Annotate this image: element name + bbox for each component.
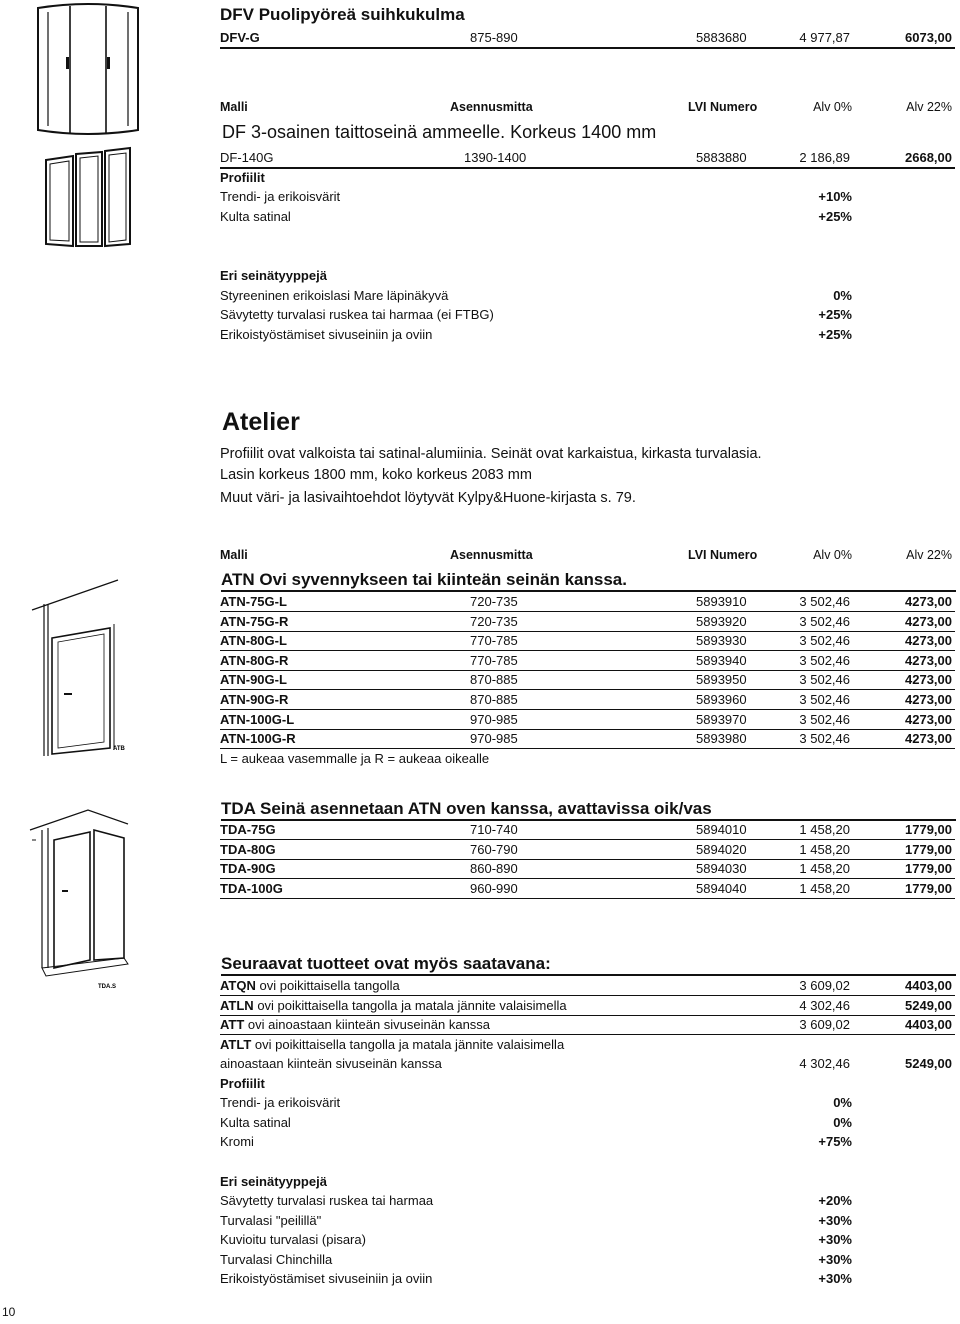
product-desc bbox=[220, 1015, 490, 1034]
option-label: Kuvioitu turvalasi (pisara) bbox=[220, 1232, 366, 1248]
also-title: Seuraavat tuotteet ovat myös saatavana: bbox=[221, 954, 956, 976]
option-value: 0% bbox=[833, 1095, 852, 1110]
df-walltype-row bbox=[220, 305, 852, 324]
vat0-cell: 3 502,46 bbox=[799, 652, 850, 668]
install-cell: 760-790 bbox=[470, 841, 518, 857]
lvi-cell: 5893930 bbox=[696, 633, 747, 649]
option-value: 0% bbox=[833, 1114, 852, 1130]
lvi-cell: 5894040 bbox=[696, 880, 747, 896]
option-value: +75% bbox=[818, 1134, 852, 1150]
df-profile-row bbox=[220, 207, 852, 226]
lvi-cell: 5894030 bbox=[696, 861, 747, 877]
table-header-1 bbox=[220, 98, 955, 117]
install-cell: 1390-1400 bbox=[464, 150, 527, 165]
vat0-cell: 4 302,46 bbox=[799, 997, 850, 1013]
lvi-cell: 5883880 bbox=[696, 150, 747, 165]
option-row bbox=[220, 1269, 852, 1288]
lvi-cell: 5893950 bbox=[696, 672, 747, 688]
vat0-cell: 3 609,02 bbox=[799, 978, 850, 993]
table-header-2 bbox=[220, 546, 955, 565]
option-value: +25% bbox=[818, 327, 852, 342]
df-title: DF 3-osainen taittoseinä ammeelle. Korkeus 1400 mm bbox=[222, 122, 657, 142]
product-desc bbox=[220, 976, 400, 995]
vat0-cell: 3 502,46 bbox=[799, 711, 850, 727]
vat0-cell: 1 458,20 bbox=[799, 822, 850, 837]
option-label: Trendi- ja erikoisvärit bbox=[220, 1095, 341, 1110]
product-text: ovi poikittaisella tangolla ja matala jännite valaisimella bbox=[253, 997, 567, 1013]
option-label: Turvalasi Chinchilla bbox=[220, 1251, 333, 1267]
lvi-cell: 5893940 bbox=[696, 652, 747, 668]
install-cell: 870-885 bbox=[470, 672, 518, 688]
header-vat22: Alv 22% bbox=[906, 100, 952, 114]
vat22-cell: 4273,00 bbox=[905, 633, 952, 649]
df-walltype-row bbox=[220, 325, 852, 344]
option-value: +30% bbox=[818, 1232, 852, 1248]
vat22-cell: 4403,00 bbox=[905, 1017, 952, 1032]
option-row bbox=[220, 1211, 852, 1230]
table-row bbox=[220, 651, 955, 671]
atelier-title: Atelier bbox=[222, 408, 300, 436]
product-code: ATLN bbox=[220, 997, 254, 1013]
header-model: Malli bbox=[220, 548, 248, 562]
model-cell: ATN-80G-L bbox=[220, 633, 287, 649]
install-cell: 860-890 bbox=[470, 861, 518, 877]
model-cell: TDA-90G bbox=[220, 861, 276, 877]
product-text: ovi ainoastaan kiinteän sivuseinän kanssa bbox=[244, 1017, 491, 1032]
vat0-cell: 2 186,89 bbox=[799, 150, 850, 165]
vat22-cell: 2668,00 bbox=[905, 150, 952, 165]
vat0-cell: 3 609,02 bbox=[799, 1017, 850, 1032]
model-cell: ATN-75G-L bbox=[220, 594, 287, 609]
tda-wall-drawing bbox=[28, 800, 138, 995]
df-profiles-label: Profiilit bbox=[220, 170, 265, 185]
option-value: +30% bbox=[818, 1271, 852, 1287]
install-cell: 970-985 bbox=[470, 731, 518, 747]
install-cell: 720-735 bbox=[470, 594, 518, 609]
vat22-cell: 4273,00 bbox=[905, 692, 952, 707]
vat22-cell: 5249,00 bbox=[905, 997, 952, 1013]
model-cell: TDA-75G bbox=[220, 822, 276, 837]
vat22-cell: 5249,00 bbox=[905, 1056, 952, 1071]
vat22-cell: 1779,00 bbox=[905, 880, 952, 896]
table-row bbox=[220, 710, 955, 730]
vat0-cell: 3 502,46 bbox=[799, 672, 850, 688]
df-row bbox=[220, 148, 955, 169]
vat0-cell: 1 458,20 bbox=[799, 841, 850, 857]
model-cell: TDA-100G bbox=[220, 880, 283, 896]
table-row bbox=[220, 612, 955, 632]
vat0-cell: 4 302,46 bbox=[799, 1056, 850, 1071]
install-cell: 960-990 bbox=[470, 880, 518, 896]
model-cell: ATN-80G-R bbox=[220, 652, 289, 668]
install-cell: 870-885 bbox=[470, 692, 518, 707]
lvi-cell: 5894020 bbox=[696, 841, 747, 857]
lvi-cell: 5894010 bbox=[696, 822, 747, 837]
model-cell: ATN-100G-L bbox=[220, 711, 295, 727]
atn-note: L = aukeaa vasemmalle ja R = aukeaa oikealle bbox=[220, 751, 490, 766]
atn-figure-label: ATB bbox=[113, 746, 125, 752]
vat22-cell: 4403,00 bbox=[905, 978, 952, 993]
vat22-cell: 6073,00 bbox=[905, 30, 952, 45]
vat0-cell: 3 502,46 bbox=[799, 613, 850, 629]
dfv-shower-drawing bbox=[30, 2, 145, 137]
option-label: Sävytetty turvalasi ruskea tai harmaa (ei FTBG) bbox=[220, 307, 494, 322]
option-value: +30% bbox=[818, 1251, 852, 1267]
install-cell: 720-735 bbox=[470, 613, 518, 629]
product-desc-line1: ATLT ovi poikittaisella tangolla ja matala jännite valaisimella bbox=[220, 1037, 565, 1052]
also-row bbox=[220, 996, 955, 1016]
lvi-cell: 5893970 bbox=[696, 711, 747, 727]
option-row bbox=[220, 1230, 852, 1249]
model-cell: ATN-90G-R bbox=[220, 692, 289, 707]
option-label: Trendi- ja erikoisvärit bbox=[220, 189, 341, 204]
option-value: +20% bbox=[818, 1193, 852, 1208]
install-cell: 970-985 bbox=[470, 711, 518, 727]
vat22-cell: 1779,00 bbox=[905, 822, 952, 837]
vat0-cell: 3 502,46 bbox=[799, 594, 850, 609]
option-label: Erikoistyöstämiset sivuseiniin ja oviin bbox=[220, 327, 433, 342]
option-label: Erikoistyöstämiset sivuseiniin ja oviin bbox=[220, 1271, 433, 1287]
tda-title: TDA Seinä asennetaan ATN oven kanssa, avattavissa oik/vas bbox=[221, 799, 956, 821]
product-code: ATLT bbox=[220, 1037, 252, 1052]
also-row bbox=[220, 1015, 955, 1035]
option-row bbox=[220, 1132, 852, 1151]
vat22-cell: 4273,00 bbox=[905, 711, 952, 727]
also-walltypes-label: Eri seinätyyppejä bbox=[220, 1174, 327, 1189]
vat0-cell: 4 977,87 bbox=[799, 30, 850, 45]
option-value: +25% bbox=[818, 307, 852, 322]
option-row bbox=[220, 1191, 852, 1210]
lvi-cell: 5883680 bbox=[696, 30, 747, 45]
vat22-cell: 1779,00 bbox=[905, 841, 952, 857]
table-row bbox=[220, 859, 955, 879]
tda-figure-label: TDA.S bbox=[98, 984, 116, 990]
lvi-cell: 5893980 bbox=[696, 731, 747, 747]
install-cell: 710-740 bbox=[470, 822, 518, 837]
vat0-cell: 3 502,46 bbox=[799, 633, 850, 649]
also-row-atlt bbox=[220, 1035, 955, 1073]
model-cell: ATN-90G-L bbox=[220, 672, 287, 688]
atn-door-drawing bbox=[30, 578, 130, 768]
install-cell: 770-785 bbox=[470, 652, 518, 668]
atelier-line: Muut väri- ja lasivaihtoehdot löytyvät Kylpy&Huone-kirjasta s. 79. bbox=[220, 490, 636, 506]
atelier-line: Lasin korkeus 1800 mm, koko korkeus 2083 mm bbox=[220, 467, 532, 483]
table-row bbox=[220, 690, 955, 710]
product-code: ATQN bbox=[220, 978, 256, 993]
vat0-cell: 3 502,46 bbox=[799, 692, 850, 707]
table-row bbox=[220, 729, 955, 749]
vat0-cell: 3 502,46 bbox=[799, 731, 850, 747]
header-model: Malli bbox=[220, 100, 248, 114]
option-value: +30% bbox=[818, 1212, 852, 1228]
lvi-cell: 5893920 bbox=[696, 613, 747, 629]
option-label: Kulta satinal bbox=[220, 209, 291, 224]
lvi-cell: 5893910 bbox=[696, 594, 747, 609]
header-install: Asennusmitta bbox=[450, 100, 533, 114]
also-row bbox=[220, 976, 955, 996]
vat22-cell: 4273,00 bbox=[905, 731, 952, 747]
option-label: Styreeninen erikoislasi Mare läpinäkyvä bbox=[220, 288, 449, 303]
vat22-cell: 4273,00 bbox=[905, 672, 952, 688]
option-row bbox=[220, 1093, 852, 1112]
table-row bbox=[220, 670, 955, 690]
table-row bbox=[220, 631, 955, 651]
vat0-cell: 1 458,20 bbox=[799, 880, 850, 896]
option-label: Kulta satinal bbox=[220, 1114, 291, 1130]
header-vat0: Alv 0% bbox=[813, 100, 852, 114]
header-lvi: LVI Numero bbox=[688, 548, 758, 562]
option-label: Kromi bbox=[220, 1134, 254, 1150]
product-desc bbox=[220, 996, 567, 1015]
df-walltypes-label: Eri seinätyyppejä bbox=[220, 268, 327, 283]
option-value: +25% bbox=[818, 209, 852, 224]
dfv-row bbox=[220, 28, 955, 49]
model-cell: ATN-75G-R bbox=[220, 613, 289, 629]
option-row bbox=[220, 1250, 852, 1269]
option-row bbox=[220, 1113, 852, 1132]
lvi-cell: 5893960 bbox=[696, 692, 747, 707]
vat22-cell: 4273,00 bbox=[905, 652, 952, 668]
df-profile-row bbox=[220, 187, 852, 206]
header-vat22: Alv 22% bbox=[906, 548, 952, 562]
atn-title: ATN Ovi syvennykseen tai kiinteän seinän kanssa. bbox=[221, 570, 956, 592]
model-cell: TDA-80G bbox=[220, 841, 276, 857]
vat0-cell: 1 458,20 bbox=[799, 861, 850, 877]
atelier-line: Profiilit ovat valkoista tai satinal-alumiinia. Seinät ovat karkaistua, kirkasta turvalasia. bbox=[220, 446, 762, 462]
product-text: ovi poikittaisella tangolla bbox=[255, 978, 400, 993]
table-row bbox=[220, 592, 955, 612]
vat22-cell: 1779,00 bbox=[905, 861, 952, 877]
table-row bbox=[220, 820, 955, 840]
install-cell: 875-890 bbox=[470, 30, 518, 45]
table-row bbox=[220, 840, 955, 860]
model-cell: DF-140G bbox=[220, 150, 274, 165]
df-walltype-row bbox=[220, 286, 852, 305]
install-cell: 770-785 bbox=[470, 633, 518, 649]
product-code: ATT bbox=[220, 1017, 245, 1032]
vat22-cell: 4273,00 bbox=[905, 594, 952, 609]
header-vat0: Alv 0% bbox=[813, 548, 852, 562]
dfv-title: DFV Puolipyöreä suihkukulma bbox=[220, 5, 465, 24]
df-folding-wall-drawing bbox=[40, 142, 135, 252]
option-value: 0% bbox=[833, 288, 852, 303]
header-install: Asennusmitta bbox=[450, 548, 533, 562]
option-label: Turvalasi "peilillä" bbox=[220, 1212, 322, 1228]
option-label: Sävytetty turvalasi ruskea tai harmaa bbox=[220, 1193, 434, 1208]
also-profiles-label: Profiilit bbox=[220, 1076, 265, 1091]
table-row bbox=[220, 879, 955, 899]
option-value: +10% bbox=[818, 189, 852, 204]
header-lvi: LVI Numero bbox=[688, 100, 758, 114]
vat22-cell: 4273,00 bbox=[905, 613, 952, 629]
product-desc-line2: ainoastaan kiinteän sivuseinän kanssa bbox=[220, 1056, 442, 1071]
model-cell: ATN-100G-R bbox=[220, 731, 296, 747]
model-cell: DFV-G bbox=[220, 30, 260, 45]
page-number: 10 bbox=[2, 1305, 16, 1319]
